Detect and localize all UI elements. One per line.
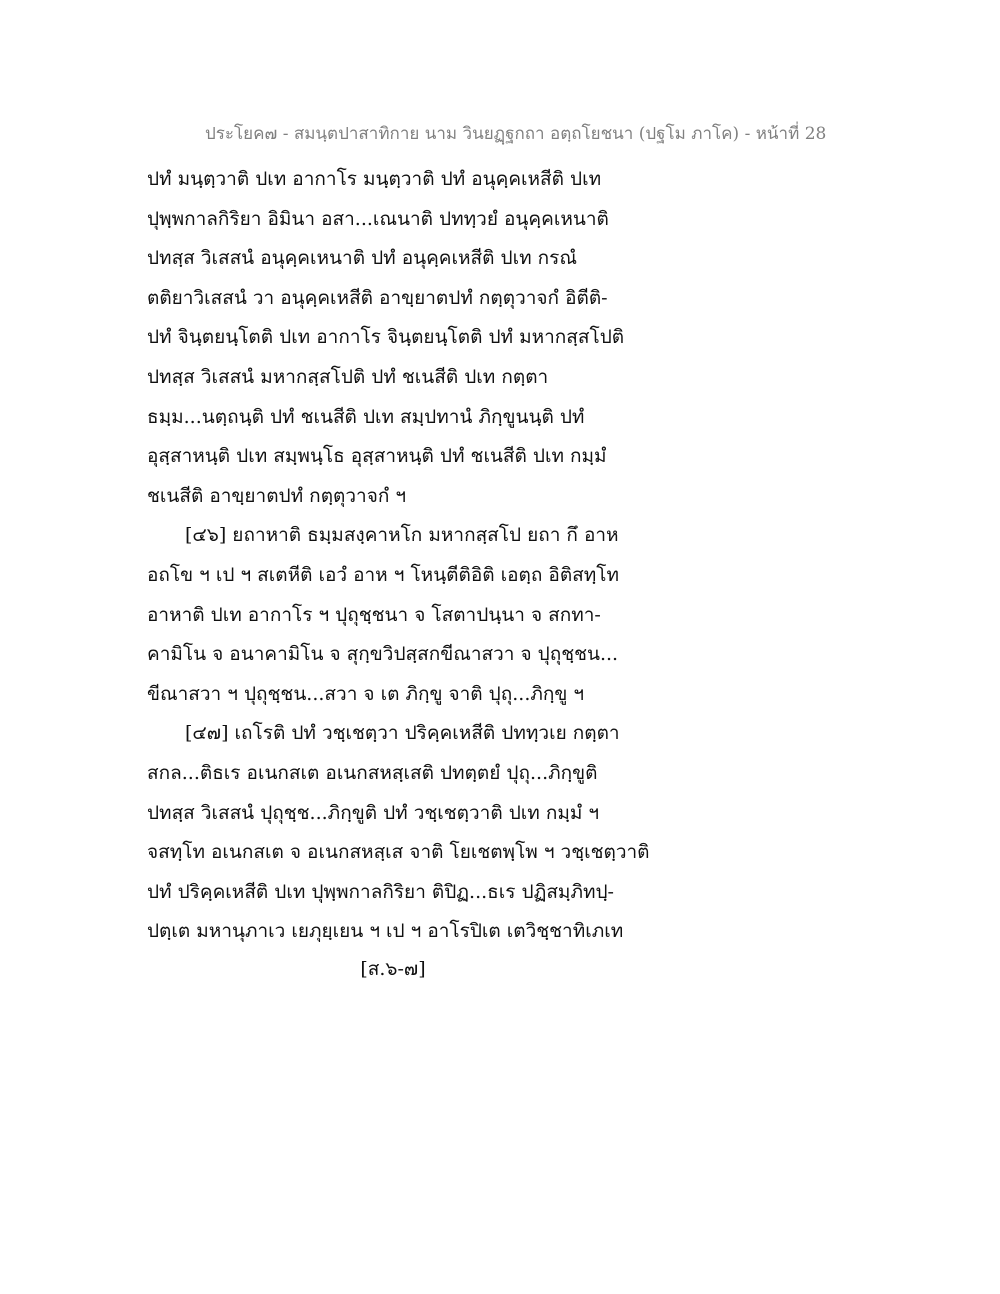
text-line: ปทํ มนฺตฺวาติ ปเท อากาโร มนฺตฺวาติ ปทํ อนุคฺคเหสีติ ปเท xyxy=(147,168,602,190)
page-header: ประโยค๗ - สมนฺตปาสาทิกาย นาม วินยฏฺฐกถา อตฺถโยชนา (ปฐโม ภาโค) - หน้าที่ 28 xyxy=(205,124,827,144)
text-line: อุสฺสาหนฺติ ปเท สมฺพนฺโธ อุสฺสาหนฺติ ปทํ ชเนสีติ ปเท กมฺมํ xyxy=(147,445,607,468)
text-line: ปทสฺส วิเสสนํ ปุถุชฺช...ภิกฺขูติ ปทํ วชฺเชตฺวาติ ปเท กมฺมํ ฯ xyxy=(147,801,600,824)
text-line: คามิโน จ อนาคามิโน จ สุกฺขวิปสฺสกขีณาสวา จ ปุถุชฺชน... xyxy=(147,643,619,666)
text-line: สกล...ติธเร อเนกสเต อเนกสหสฺเสติ ปทตฺตยํ ปุถุ...ภิกฺขูติ xyxy=(147,761,598,784)
text-line: ปทํ ปริคฺคเหสีติ ปเท ปุพฺพกาลกิริยา ติปิฏ...ธเร ปฏิสมฺภิทปฺ- xyxy=(147,880,614,903)
text-line: ปตฺเต มหานุภาเว เยภุยฺเยน ฯ เป ฯ อาโรปิเต เตวิชฺชาทิเภเท xyxy=(147,920,624,943)
text-line: ปทสฺส วิเสสนํ มหากสฺสโปติ ปทํ ชเนสีติ ปเท กตฺตา xyxy=(147,365,549,388)
text-line: ปทสฺส วิเสสนํ อนุคฺคเหนาติ ปทํ อนุคฺคเหสีติ ปเท กรณํ xyxy=(147,247,577,270)
body-text xyxy=(147,160,650,952)
text-line: ธมฺม...นตฺถนฺติ ปทํ ชเนสีติ ปเท สมฺปทานํ ภิกฺขูนนฺติ ปทํ xyxy=(147,405,585,428)
paragraph-start-line: [๔๗] เถโรติ ปทํ วชฺเชตฺวา ปริคฺคเหสีติ ปททฺวเย กตฺตา xyxy=(185,722,620,745)
text-line: อถโข ฯ เป ฯ สเตหีติ เอวํ อาห ฯ โหนฺตีติอิติ เอตฺถ อิติสทฺโท xyxy=(147,563,620,586)
text-line: ปทํ จินฺตยนฺโตติ ปเท อากาโร จินฺตยนฺโตติ ปทํ มหากสฺสโปติ xyxy=(147,326,625,349)
text-line: ตติยาวิเสสนํ วา อนุคฺคเหสีติ อาขฺยาตปทํ กตฺตุวาจกํ อิตีติ- xyxy=(147,286,608,309)
text-line: ขีณาสวา ฯ ปุถุชฺชน...สวา จ เต ภิกฺขู จาติ ปุถุ...ภิกฺขู ฯ xyxy=(147,682,585,705)
page-reference: [ส.๖-๗] xyxy=(360,958,426,980)
paragraph-start-line: [๔๖] ยถาหาติ ธมฺมสงฺคาหโก มหากสฺสโป ยถา กึ อาห xyxy=(185,524,619,547)
text-line: ปุพฺพกาลกิริยา อิมินา อสา...เณนาติ ปททฺวยํ อนุคฺคเหนาติ xyxy=(147,207,609,230)
text-line: จสทฺโท อเนกสเต จ อเนกสหสฺเส จาติ โยเชตพฺโพ ฯ วชฺเชตฺวาติ xyxy=(147,841,650,864)
text-line: อาหาติ ปเท อากาโร ฯ ปุถุชฺชนา จ โสตาปนฺนา จ สกทา- xyxy=(147,603,601,626)
text-line: ชเนสีติ อาขฺยาตปทํ กตฺตุวาจกํ ฯ xyxy=(147,484,407,507)
